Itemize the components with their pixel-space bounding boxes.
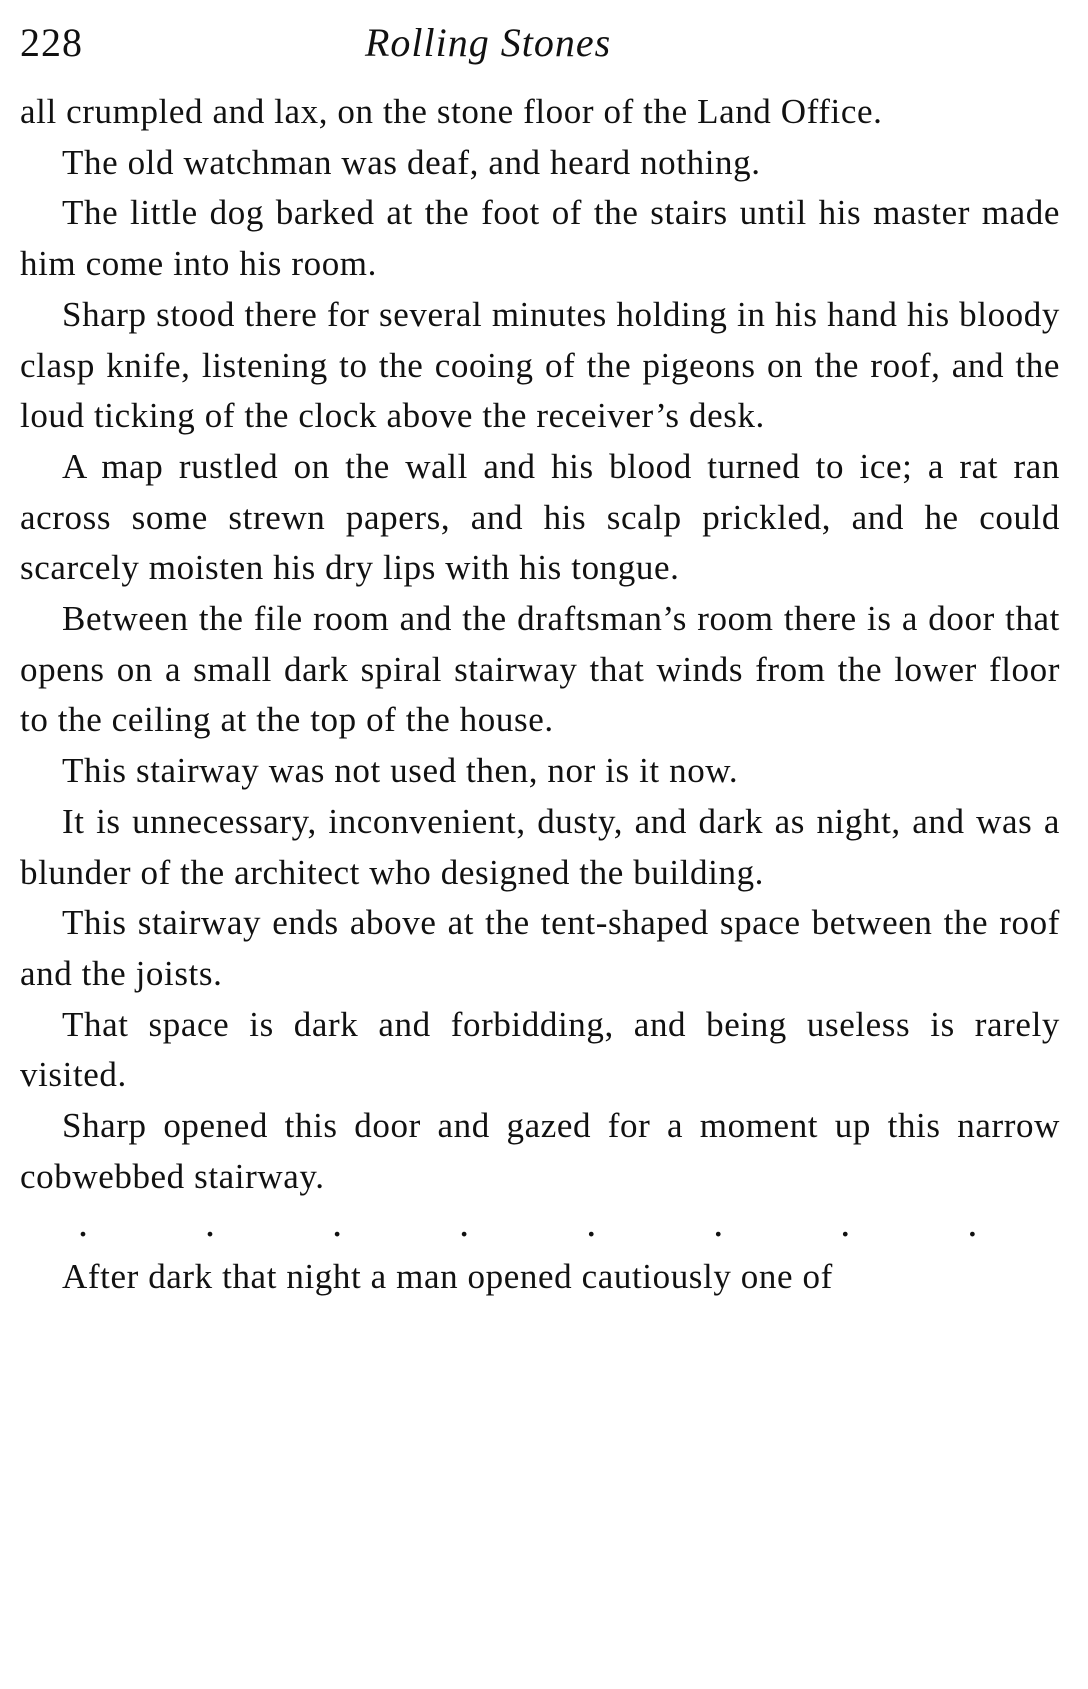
section-break-dot: .: [205, 1200, 216, 1246]
section-break-dot: .: [78, 1200, 89, 1246]
running-title: Rolling Stones: [365, 20, 612, 65]
section-break: [20, 1202, 1060, 1252]
section-break-dot: .: [713, 1200, 724, 1246]
section-break-dot: .: [332, 1200, 343, 1246]
section-break-dot: .: [586, 1200, 597, 1246]
section-break-dot: .: [967, 1200, 978, 1246]
section-break-dot: .: [840, 1200, 851, 1246]
paragraph: The old watchman was deaf, and heard nothing.: [62, 142, 761, 182]
paragraph-final: After dark that night a man opened cautiously one of: [62, 1257, 833, 1297]
page-number: 228: [20, 20, 83, 65]
paragraph: It is unnecessary, inconvenient, dusty, and dark as night, and was a blunder of the architect who designed the building.: [20, 801, 1060, 892]
paragraph: That space is dark and forbidding, and being useless is rarely visited.: [20, 1004, 1060, 1095]
body-text: [20, 87, 1060, 1303]
paragraph: Sharp stood there for several minutes holding in his hand his bloody clasp knife, listening to the cooing of the pigeons on the roof, and the loud ticking of the clock above the receiver’s desk.: [20, 294, 1060, 436]
paragraph: This stairway was not used then, nor is it now.: [62, 751, 739, 791]
paragraph: This stairway ends above at the tent-shaped space between the roof and the joists.: [20, 903, 1060, 993]
section-break-dot: .: [459, 1200, 470, 1246]
paragraph: A map rustled on the wall and his blood turned to ice; a rat ran across some strewn papers, and his scalp prickled, and he could scarcely moisten his dry lips with his tongue.: [20, 446, 1060, 588]
paragraph-continued: all crumpled and lax, on the stone floor of the Land Office.: [20, 92, 883, 131]
section-break-dots: [78, 1198, 978, 1248]
paragraph: The little dog barked at the foot of the stairs until his master made him come into his room.: [20, 193, 1060, 284]
page-header: [20, 14, 1018, 72]
paragraph: Sharp opened this door and gazed for a moment up this narrow cobwebbed stairway.: [20, 1106, 1060, 1196]
paragraph: Between the file room and the draftsman’s room there is a door that opens on a small dark spiral stairway that winds from the lower floor to the ceiling at the top of the house.: [20, 599, 1060, 740]
